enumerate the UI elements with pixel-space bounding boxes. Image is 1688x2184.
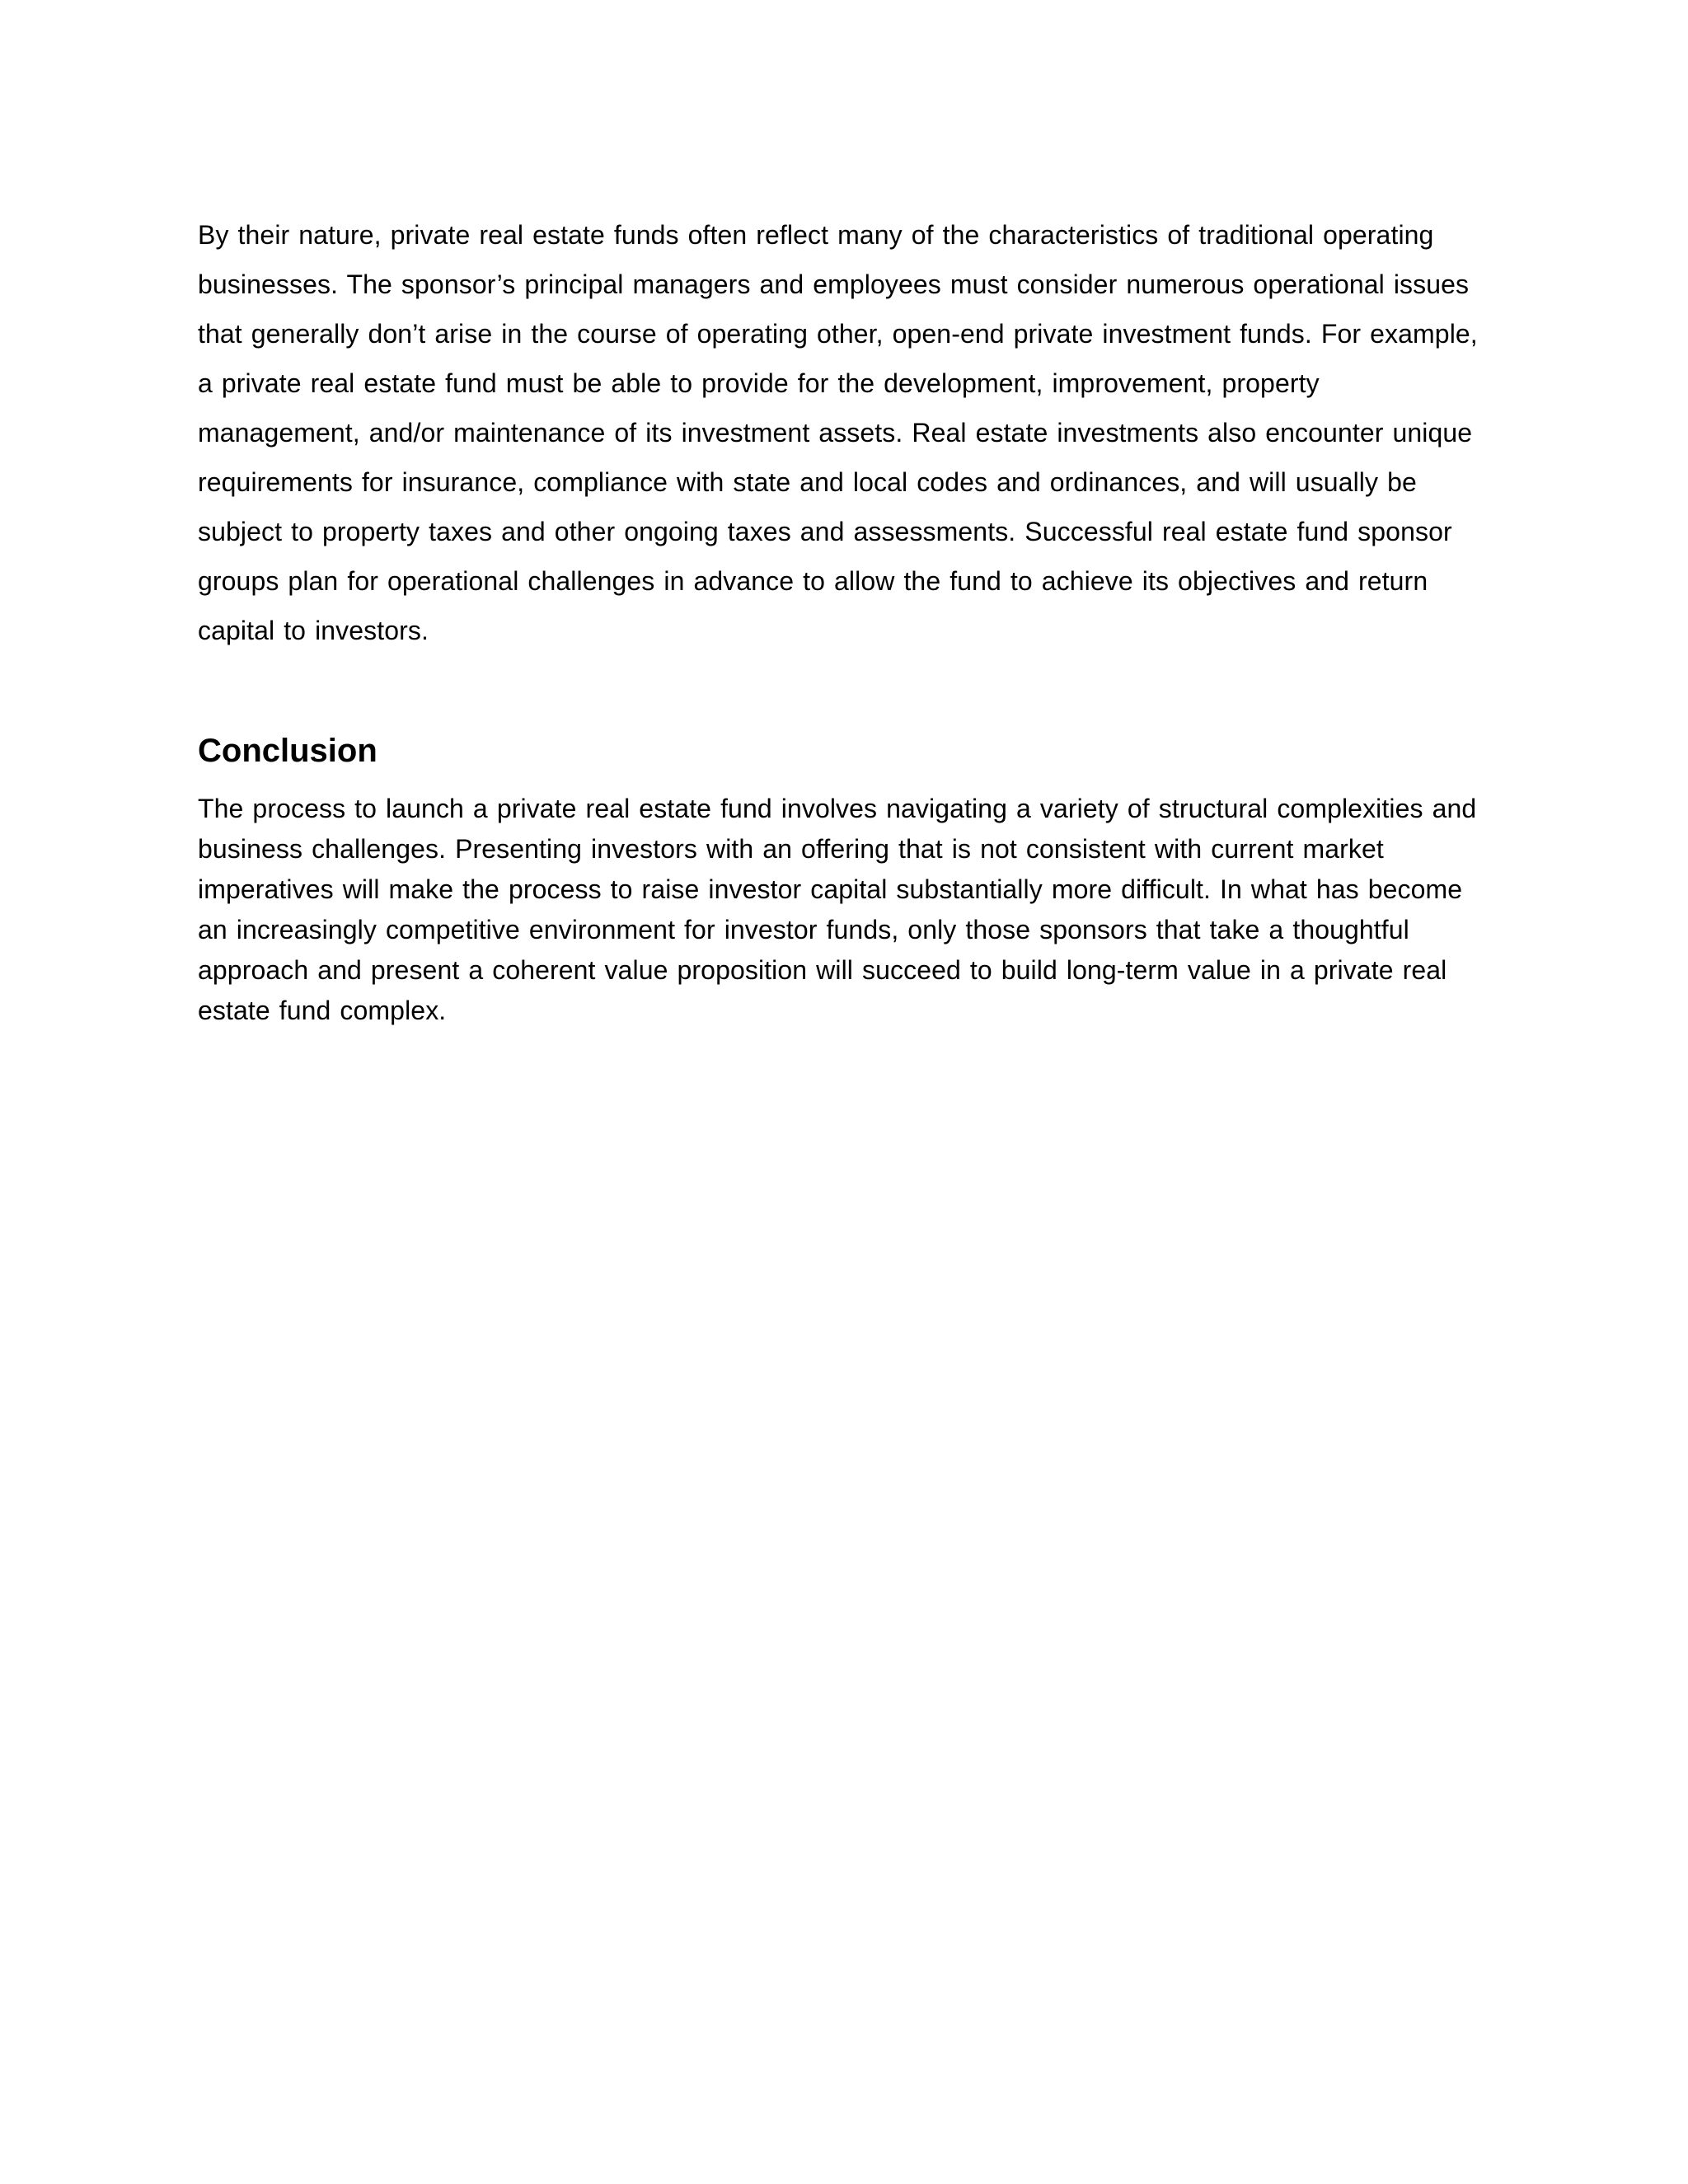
document-body — [198, 210, 1484, 1025]
conclusion-heading: Conclusion — [198, 733, 377, 769]
conclusion-paragraph: The process to launch a private real estate fund involves navigating a variety of structural complexities and business challenges. Presenting investors with an offering that is not consistent with current market imperatives will make the process to raise investor capital substantially more difficult. In what has become an increasingly competitive environment for investor funds, only those sponsors that take a thoughtful approach and present a coherent value proposition will succeed to build long-term value in a private real estate fund complex. — [198, 794, 1477, 1025]
operational-issues-paragraph: By their nature, private real estate funds often reflect many of the characteristics of traditional operating businesses. The sponsor’s principal managers and employees must consider numerous operational issues that generally don’t arise in the course of operating other, open-end private investment funds. For example, a private real estate fund must be able to provide for the development, improvement, property management, and/or maintenance of its investment assets. Real estate investments also encounter unique requirements for insurance, compliance with state and local codes and ordinances, and will usually be subject to property taxes and other ongoing taxes and assessments. Successful real estate fund sponsor groups plan for operational challenges in advance to allow the fund to achieve its objectives and return capital to investors. — [198, 220, 1478, 645]
